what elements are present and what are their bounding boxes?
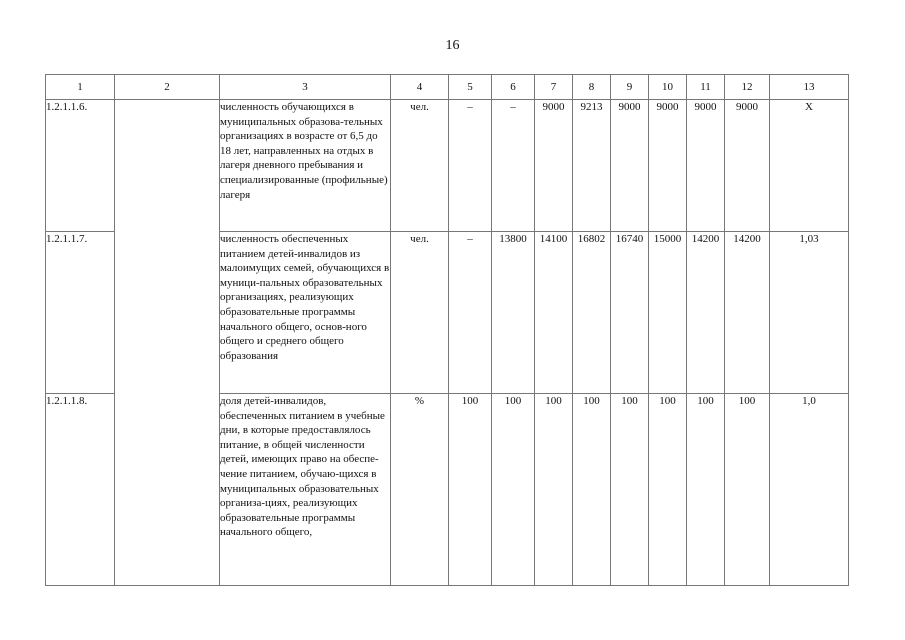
value-cell: – [492, 100, 535, 232]
column-header-11: 11 [687, 75, 725, 100]
header-row [46, 75, 849, 100]
value-cell: 100 [449, 394, 492, 586]
merged-column-2-cell [115, 100, 220, 586]
value-cell: 14100 [535, 232, 573, 394]
value-cell: 14200 [725, 232, 770, 394]
value-cell: 9000 [611, 100, 649, 232]
column-header-5: 5 [449, 75, 492, 100]
column-header-9: 9 [611, 75, 649, 100]
column-header-12: 12 [725, 75, 770, 100]
row-code: 1.2.1.1.6. [46, 100, 115, 232]
column-header-7: 7 [535, 75, 573, 100]
value-cell: 100 [611, 394, 649, 586]
value-cell: 100 [725, 394, 770, 586]
column-13-cell: 1,03 [770, 232, 849, 394]
value-cell: 9000 [535, 100, 573, 232]
row-description: численность обеспеченных питанием детей-инвалидов из малоимущих семей, обучающихся в муници-пальных образовательных организациях, реализующих образовательные программы начального общего, основ-ного общего и среднего общего образования [220, 232, 391, 394]
value-cell: 100 [492, 394, 535, 586]
column-header-10: 10 [649, 75, 687, 100]
column-header-8: 8 [573, 75, 611, 100]
column-header-4: 4 [391, 75, 449, 100]
value-cell: 9000 [725, 100, 770, 232]
value-cell: 100 [535, 394, 573, 586]
row-description: численность обучающихся в муниципальных образова-тельных организациях в возрасте от 6,5 до 18 лет, направленных на отдых в лагеря дневного пребывания и специализированные (профильные) лагеря [220, 100, 391, 232]
column-13-cell: Х [770, 100, 849, 232]
value-cell: 9000 [687, 100, 725, 232]
value-cell: 100 [687, 394, 725, 586]
table-row [46, 100, 849, 232]
value-cell: 9213 [573, 100, 611, 232]
column-header-3: 3 [220, 75, 391, 100]
value-cell: 16802 [573, 232, 611, 394]
column-header-1: 1 [46, 75, 115, 100]
row-code: 1.2.1.1.8. [46, 394, 115, 586]
value-cell: 14200 [687, 232, 725, 394]
row-code: 1.2.1.1.7. [46, 232, 115, 394]
page-number: 16 [445, 38, 460, 53]
indicator-table [45, 74, 849, 586]
column-header-2: 2 [115, 75, 220, 100]
value-cell: 100 [649, 394, 687, 586]
value-cell: 16740 [611, 232, 649, 394]
value-cell: 13800 [492, 232, 535, 394]
value-cell: – [449, 100, 492, 232]
row-unit: чел. [391, 100, 449, 232]
column-13-cell: 1,0 [770, 394, 849, 586]
value-cell: 100 [573, 394, 611, 586]
row-description: доля детей-инвалидов, обеспеченных питанием в учебные дни, в которые предоставлялось питание, в общей численности детей, имеющих право на обеспе-чение питанием, обучаю-щихся в муниципальных образовательных организа-циях, реализующих образовательные программы начального общего, [220, 394, 391, 586]
value-cell: 15000 [649, 232, 687, 394]
row-unit: % [391, 394, 449, 586]
row-unit: чел. [391, 232, 449, 394]
value-cell: – [449, 232, 492, 394]
column-header-13: 13 [770, 75, 849, 100]
value-cell: 9000 [649, 100, 687, 232]
column-header-6: 6 [492, 75, 535, 100]
